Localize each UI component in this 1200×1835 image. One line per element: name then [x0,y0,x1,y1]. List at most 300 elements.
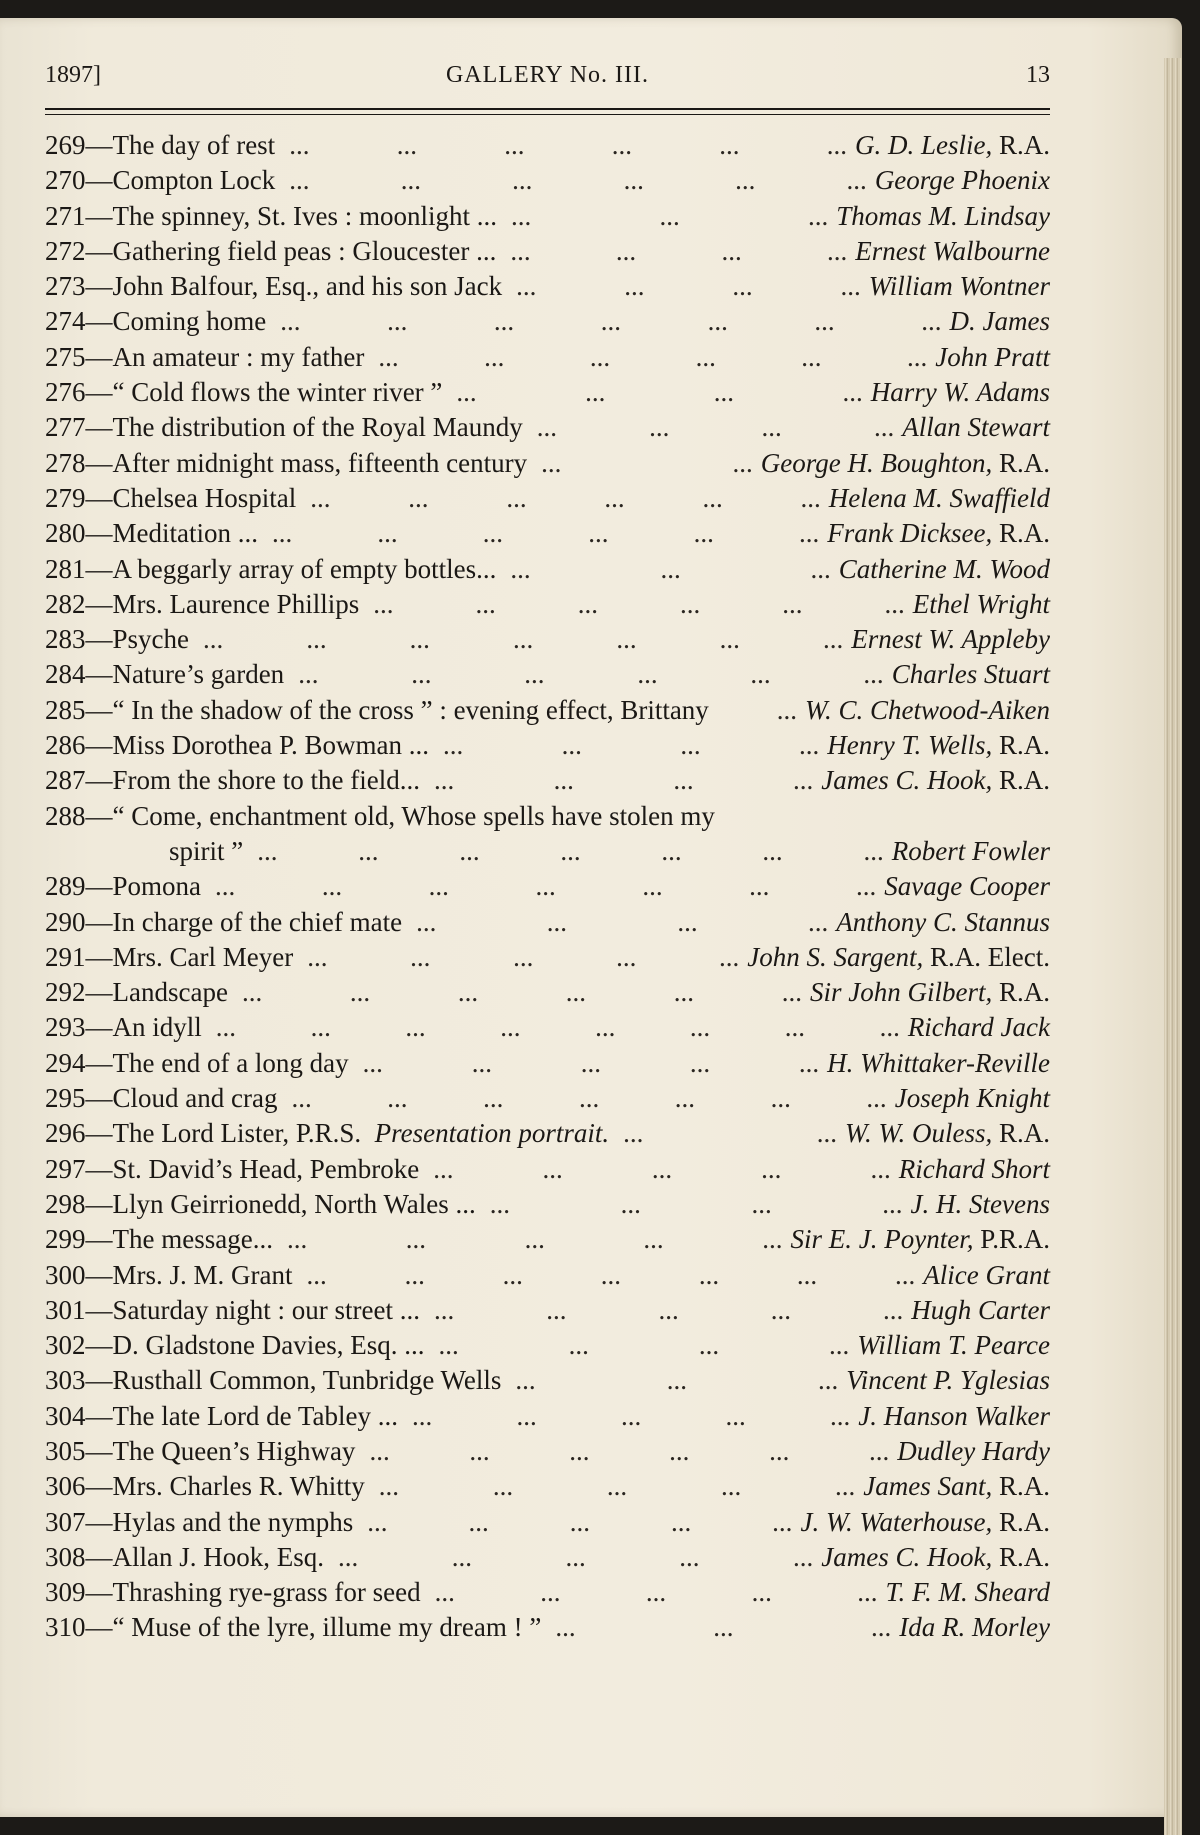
artist-name: Joseph Knight [894,1083,1050,1114]
page-edge [1164,58,1182,1835]
entry-dash: — [85,200,113,231]
entry-title: The Lord Lister, P.R.S. [112,1118,362,1149]
catalogue-entry [45,1469,1050,1504]
entry-artist [895,1081,1050,1116]
artist-name: William Wontner [868,271,1050,302]
catalogue-entry [45,1610,1050,1645]
entry-number: 270 [45,165,86,196]
catalogue-entry [45,975,1050,1010]
leader-dots: ... ... ... ... [433,765,814,796]
catalogue-entry [45,1258,1050,1293]
artist-name: Catherine M. Wood [838,553,1050,584]
entry-artist [839,552,1050,587]
entry-dash: — [85,341,113,372]
entry-left [45,1612,541,1642]
entry-artist [913,587,1050,622]
leader-dots: ... ... ... ... ... [286,1224,783,1255]
entry-left [45,165,275,195]
entry-artist [836,199,1050,234]
artist-suffix: R.A. [992,1118,1050,1149]
catalogue-entry [45,622,1050,657]
entry-number: 309 [45,1577,86,1608]
catalogue-entry [45,869,1050,904]
catalogue-entry [45,1575,1050,1610]
entry-left [45,1260,293,1290]
artist-name: Charles Stuart [891,659,1050,690]
catalogue-entry [45,763,1050,798]
catalogue-entry [45,1293,1050,1328]
entry-dash: — [85,1506,113,1537]
leader-dots: ... ... ... ... ... ... [289,130,847,160]
entry-dash: — [85,977,113,1008]
entry-title: Rusthall Common, Tunbridge Wells [112,1365,502,1396]
entry-dash: — [85,412,113,443]
entry-left [45,1365,501,1395]
entry-number: 279 [45,482,86,513]
entry-left [45,659,284,689]
entry-number: 277 [45,412,86,443]
entry-left [45,130,275,160]
catalogue-entry [45,481,1050,516]
entry-artist [875,163,1050,198]
entry-number: 287 [45,765,86,796]
entry-number: 294 [45,1047,86,1078]
entry-title: Psyche [112,624,189,655]
entry-left [45,624,189,654]
entry-number: 305 [45,1435,86,1466]
entry-number: 286 [45,730,86,761]
entry-artist [884,869,1050,904]
entry-number: 284 [45,659,86,690]
entry-left [45,977,228,1007]
entry-dash: — [85,1294,113,1325]
entry-number: 289 [45,871,86,902]
entry-number: 301 [45,1294,86,1325]
entry-number: 288 [45,800,86,831]
entry-title: From the shore to the field... [112,765,420,796]
entry-artist [810,975,1050,1010]
entry-number: 298 [45,1188,86,1219]
catalogue-entry [45,657,1050,692]
entry-dash: — [85,235,113,266]
catalogue-entry [45,1540,1050,1575]
catalogue-entry [45,693,1050,728]
entry-dash: — [85,447,113,478]
entry-dash: — [85,377,113,408]
artist-name: J. H. Stevens [910,1188,1050,1219]
artist-name: H. Whittaker-Reville [827,1047,1050,1078]
catalogue-entry [45,128,1050,163]
entry-left [45,448,527,478]
leader-dots: ... ... ... [515,1365,839,1396]
entry-left [45,1189,476,1219]
entry-number: 275 [45,341,86,372]
entry-number: 269 [45,130,86,160]
entry-title: Cloud and crag [112,1083,278,1114]
entry-number: 303 [45,1365,86,1396]
artist-suffix: R.A. [992,130,1050,160]
artist-name: J. Hanson Walker [858,1400,1050,1431]
entry-title: Mrs. J. M. Grant [112,1259,293,1290]
entry-artist [935,340,1050,375]
leader-dots: ... ... ... ... ... [338,1541,814,1572]
catalogue-entry [45,1187,1050,1222]
entry-dash: — [85,1118,113,1149]
entry-left [45,1330,424,1360]
leader-dots: ... ... ... ... ... ... [310,482,821,513]
entry-left [45,306,266,336]
entry-left [45,1471,365,1501]
entry-left [45,1012,202,1042]
catalogue-entry [45,1081,1050,1116]
entry-number: 299 [45,1224,86,1255]
entry-artist [821,1540,1050,1575]
entry-left [45,201,497,231]
artist-suffix: R.A. [992,765,1050,796]
leader-dots: ... ... ... ... [510,235,848,266]
entry-dash: — [85,482,113,513]
entry-number: 282 [45,588,86,619]
entry-title: Hylas and the nymphs [112,1506,354,1537]
entry-left [45,1224,273,1254]
entry-artist [846,1363,1050,1398]
entry-left [45,412,523,442]
entry-dash: — [85,800,113,831]
entry-artist [800,1505,1050,1540]
entry-artist [885,1575,1050,1610]
leader-dots: ... ... ... ... ... [433,1153,891,1184]
entry-number: 276 [45,377,86,408]
artist-name: James Sant, [863,1471,993,1502]
entry-left [45,695,709,725]
entry-artist [821,763,1050,798]
page-number: 13 [1026,62,1050,88]
catalogue-entry [45,1363,1050,1398]
entry-artist [911,1187,1050,1222]
entry-title: A beggarly array of empty bottles... [112,553,497,584]
entry-dash: — [85,694,113,725]
artist-name: Ethel Wright [912,588,1050,619]
entry-number: 281 [45,553,86,584]
entry-dash: — [85,1365,113,1396]
entry-left [45,871,201,901]
artist-name: Allan Stewart [902,412,1050,443]
entry-title: Landscape [112,977,228,1008]
artist-suffix: R.A. Elect. [923,941,1050,972]
entry-note: Presentation portrait. [374,1118,610,1149]
leader-dots: ... ... ... ... ... [378,1471,856,1502]
entry-artist [855,128,1050,163]
leader-dots: ... ... ... ... ... ... [289,165,867,196]
leader-dots: ... [776,694,798,725]
artist-name: Richard Short [898,1153,1050,1184]
entry-dash: — [85,730,113,761]
entry-artist [855,234,1050,269]
entry-dash: — [85,1330,113,1361]
entry-title: John Balfour, Esq., and his son Jack [112,271,503,302]
entry-title: In charge of the chief mate [112,906,403,937]
entry-left [45,483,296,513]
entry-artist [923,1258,1050,1293]
leader-dots: ... ... ... ... ... ... ... [215,871,877,902]
artist-name: Anthony C. Stannus [836,906,1050,937]
entry-number: 307 [45,1506,86,1537]
leader-dots: ... ... ... ... [416,906,829,937]
entry-artist [950,304,1050,339]
artist-name: Ernest W. Appleby [851,624,1050,655]
entry-dash: — [85,588,113,619]
artist-name: Robert Fowler [891,835,1050,866]
entry-dash: — [85,906,113,937]
entry-artist [827,1046,1050,1081]
leader-dots: ... ... ... [510,553,831,584]
entry-number: 273 [45,271,86,302]
entry-number: 293 [45,1012,86,1043]
catalogue-entry [45,799,1050,870]
entry-dash: — [85,518,113,549]
artist-name: Sir E. J. Poynter, [790,1224,974,1255]
artist-name: D. James [949,306,1050,337]
entry-artist [829,481,1050,516]
entry-title: Gathering field peas : Gloucester ... [112,235,497,266]
leader-dots: ... ... ... ... [516,271,861,302]
artist-name: G. D. Leslie, [854,130,993,160]
artist-suffix: P.R.A. [973,1224,1050,1255]
artist-name: Harry W. Adams [870,377,1050,408]
entry-title: The Queen’s Highway [112,1435,356,1466]
leader-dots: ... ... ... ... ... [307,941,740,972]
artist-name: George H. Boughton, [760,447,993,478]
entry-title: “ Muse of the lyre, illume my dream ! ” [112,1612,542,1643]
leader-dots: ... ... [623,1118,837,1149]
entry-number: 271 [45,200,86,231]
artist-name: Dudley Hardy [897,1435,1050,1466]
catalogue-entry [45,1116,1050,1151]
artist-name: Sir John Gilbert, [809,977,993,1008]
entry-dash: — [85,271,113,302]
entry-dash: — [85,1541,113,1572]
leader-dots: ... ... ... ... [438,1330,850,1361]
entry-artist [857,1328,1050,1363]
entry-title: D. Gladstone Davies, Esq. ... [112,1330,425,1361]
entry-dash: — [85,1153,113,1184]
catalogue-entry [45,1152,1050,1187]
entry-artist [899,1610,1050,1645]
entry-left [45,1118,609,1148]
entry-number: 280 [45,518,86,549]
catalogue-list [45,128,1050,1646]
artist-name: Henry T. Wells, [827,730,993,761]
entry-dash: — [85,1400,113,1431]
entry-left [45,801,715,831]
entry-artist [851,622,1050,657]
catalogue-entry [45,1399,1050,1434]
leader-dots: ... ... ... ... [443,730,820,761]
artist-suffix: R.A. [992,447,1050,478]
entry-number: 291 [45,941,86,972]
entry-left [45,589,359,619]
entry-title: Mrs. Carl Meyer [112,941,294,972]
catalogue-entry [45,375,1050,410]
entry-title: Nature’s garden [112,659,285,690]
entry-left [45,554,496,584]
entry-dash: — [85,165,113,196]
catalogue-entry [45,446,1050,481]
artist-name: George Phoenix [874,165,1050,196]
catalogue-entry [45,163,1050,198]
header-rule-thin [45,114,1050,115]
artist-name: Hugh Carter [911,1294,1050,1325]
catalogue-entry [45,234,1050,269]
catalogue-entry [45,1046,1050,1081]
entry-title: Miss Dorothea P. Bowman ... [112,730,429,761]
leader-dots: ... ... ... ... ... [434,1577,878,1608]
catalogue-entry [45,587,1050,622]
leader-dots: ... ... ... ... ... [367,1506,793,1537]
entry-dash: — [85,1047,113,1078]
leader-dots: ... ... ... ... ... ... [378,341,928,372]
header-year: 1897] [45,62,101,88]
leader-dots: ... ... ... ... ... ... ... [291,1083,887,1114]
artist-suffix: R.A. [992,1541,1050,1572]
entry-artist [836,905,1050,940]
entry-title: The spinney, St. Ives : moonlight ... [112,200,497,231]
leader-dots: ... ... ... [510,200,829,231]
entry-title: Allan J. Hook, Esq. [112,1541,324,1572]
entry-dash: — [85,1188,113,1219]
leader-dots: ... ... ... ... ... ... ... ... [215,1012,900,1043]
entry-number: 300 [45,1259,86,1290]
entry-left [45,1401,398,1431]
entry-title: An idyll [112,1012,202,1043]
header-rule-thick [45,108,1050,110]
entry-artist [747,940,1050,975]
catalogue-entry [45,1328,1050,1363]
artist-name: Helena M. Swaffield [828,482,1050,513]
entry-left [45,1154,419,1184]
entry-artist [827,728,1050,763]
artist-suffix: R.A. [992,730,1050,761]
leader-dots: ... ... ... ... ... ... ... [203,624,844,655]
entry-dash: — [85,1577,113,1608]
artist-name: William T. Pearce [857,1330,1050,1361]
catalogue-entry [45,340,1050,375]
entry-left [45,1295,420,1325]
entry-artist [761,446,1050,481]
entry-dash: — [85,871,113,902]
entry-title: Mrs. Laurence Phillips [112,588,360,619]
leader-dots: ... ... ... ... [456,377,863,408]
leader-dots: ... ... ... ... ... ... [271,518,820,549]
entry-dash: — [85,1259,113,1290]
entry-left [45,342,364,372]
entry-artist [892,657,1050,692]
entry-artist [845,1116,1050,1151]
catalogue-entry [45,199,1050,234]
entry-artist [902,410,1050,445]
entry-artist [897,1434,1050,1469]
entry-title: The late Lord de Tabley ... [112,1400,399,1431]
entry-left [45,518,258,548]
artist-name: Vincent P. Yglesias [846,1365,1050,1396]
entry-artist [858,1399,1050,1434]
artist-suffix: R.A. [992,1471,1050,1502]
entry-title: St. David’s Head, Pembroke [112,1153,420,1184]
entry-title: Llyn Geirrionedd, North Wales ... [112,1188,476,1219]
entry-number: 310 [45,1612,86,1643]
entry-number: 278 [45,447,86,478]
entry-artist [899,1152,1050,1187]
catalogue-entry [45,1505,1050,1540]
page-header [45,62,1050,96]
entry-number: 290 [45,906,86,937]
leader-dots: ... ... ... ... ... ... ... [280,306,942,337]
entry-title: “ Come, enchantment old, Whose spells have stolen my [112,800,715,831]
entry-title: Coming home [112,306,267,337]
entry-title: The distribution of the Royal Maundy [112,412,523,443]
entry-left [45,1048,349,1078]
header-title: GALLERY No. III. [445,62,650,88]
leader-dots: ... ... ... [555,1612,892,1643]
entry-title: “ In the shadow of the cross ” : evening effect, Brittany [112,694,709,725]
artist-name: James C. Hook, [821,1541,993,1572]
entry-title: The end of a long day [112,1047,349,1078]
entry-artist [892,834,1050,869]
entry-title: Saturday night : our street ... [112,1294,420,1325]
entry-number: 292 [45,977,86,1008]
entry-number: 283 [45,624,86,655]
entry-artist [827,516,1050,551]
entry-title: Mrs. Charles R. Whitty [112,1471,365,1502]
entry-title: Compton Lock [112,165,276,196]
entry-title: Meditation ... [112,518,258,549]
entry-number: 274 [45,306,86,337]
entry-title: The message... [112,1224,273,1255]
entry-title: Pomona [112,871,202,902]
entry-left [45,1542,324,1572]
artist-name: Savage Cooper [884,871,1050,902]
entry-dash: — [85,1083,113,1114]
leader-dots: ... ... ... ... ... [362,1047,820,1078]
artist-suffix: R.A. [992,977,1050,1008]
entry-dash: — [85,1435,113,1466]
entry-dash: — [85,553,113,584]
leader-dots: ... ... ... ... ... ... [369,1435,890,1466]
artist-suffix: R.A. [992,1506,1050,1537]
entry-title-continued: spirit ” [169,835,244,866]
entry-left [45,271,502,301]
artist-name: Frank Dicksee, [827,518,993,549]
artist-name: Thomas M. Lindsay [836,200,1050,231]
entry-dash: — [85,1012,113,1043]
entry-dash: — [85,1224,113,1255]
entry-dash: — [85,624,113,655]
catalogue-entry [45,728,1050,763]
artist-suffix: R.A. [992,518,1050,549]
artist-name: T. F. M. Sheard [885,1577,1050,1608]
leader-dots: ... ... ... ... [536,412,895,443]
entry-left [45,236,496,266]
entry-number: 296 [45,1118,86,1149]
entry-left [45,1577,421,1607]
leader-dots: ... ... ... ... ... [433,1294,904,1325]
catalogue-entry [45,304,1050,339]
catalogue-entry [45,410,1050,445]
entry-dash: — [85,765,113,796]
entry-artist [805,693,1050,728]
artist-name: John S. Sargent, [747,941,924,972]
entry-dash: — [85,1471,113,1502]
